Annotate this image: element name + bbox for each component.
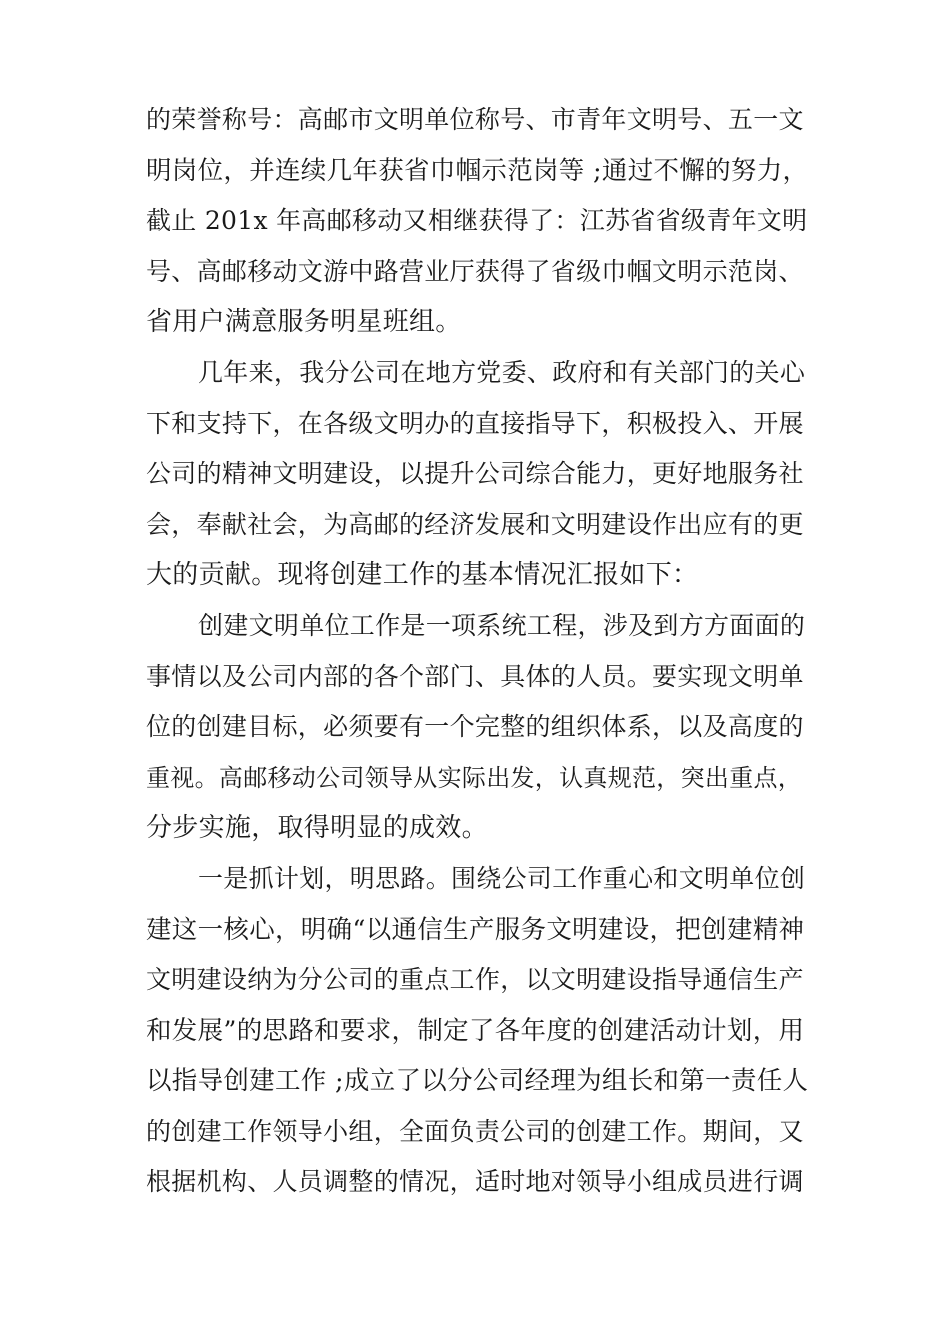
text-line: 分步实施，取得明显的成效。: [146, 813, 488, 844]
text-line: 截止 201x 年高邮移动又相继获得了：江苏省省级青年文明: [146, 206, 808, 236]
text-line: 的创建工作领导小组，全面负责公司的创建工作。期间，又: [146, 1116, 804, 1146]
text-line: 公司的精神文明建设，以提升公司综合能力，更好地服务社: [146, 459, 804, 489]
document-body: [146, 95, 810, 1208]
text-line: 和发展”的思路和要求，制定了各年度的创建活动计划，用: [146, 1015, 805, 1046]
text-line: 号、高邮移动文游中路营业厅获得了省级巾帼文明示范岗、: [146, 256, 804, 286]
text-line: 下和支持下，在各级文明办的直接指导下，积极投入、开展: [146, 408, 804, 438]
text-line: 几年来，我分公司在地方党委、政府和有关部门的关心: [198, 357, 806, 387]
text-line: 会，奉献社会，为高邮的经济发展和文明建设作出应有的更: [146, 509, 804, 539]
text-line: 省用户满意服务明星班组。: [146, 307, 462, 338]
text-line: 创建文明单位工作是一项系统工程，涉及到方方面面的: [198, 610, 806, 640]
text-line: 根据机构、人员调整的情况，适时地对领导小组成员进行调: [146, 1167, 804, 1197]
text-line: 以指导创建工作 ;成立了以分公司经理为组长和第一责任人: [146, 1066, 809, 1097]
text-line: 一是抓计划，明思路。围绕公司工作重心和文明单位创: [198, 863, 806, 893]
text-line: 的荣誉称号：高邮市文明单位称号、市青年文明号、五一文: [146, 105, 804, 134]
text-line: 位的创建目标，必须要有一个完整的组织体系，以及高度的: [146, 712, 804, 742]
text-line: 大的贡献。现将创建工作的基本情况汇报如下：: [146, 560, 699, 591]
text-line: 明岗位，并连续几年获省巾帼示范岗等 ;通过不懈的努力，: [146, 155, 809, 186]
text-line: 文明建设纳为分公司的重点工作，以文明建设指导通信生产: [146, 965, 804, 995]
text-line: 建这一核心，明确“以通信生产服务文明建设，把创建精神: [146, 914, 805, 945]
text-line: 事情以及公司内部的各个部门、具体的人员。要实现文明单: [146, 661, 804, 691]
text-line: 重视。高邮移动公司领导从实际出发，认真规范，突出重点，: [146, 763, 803, 792]
